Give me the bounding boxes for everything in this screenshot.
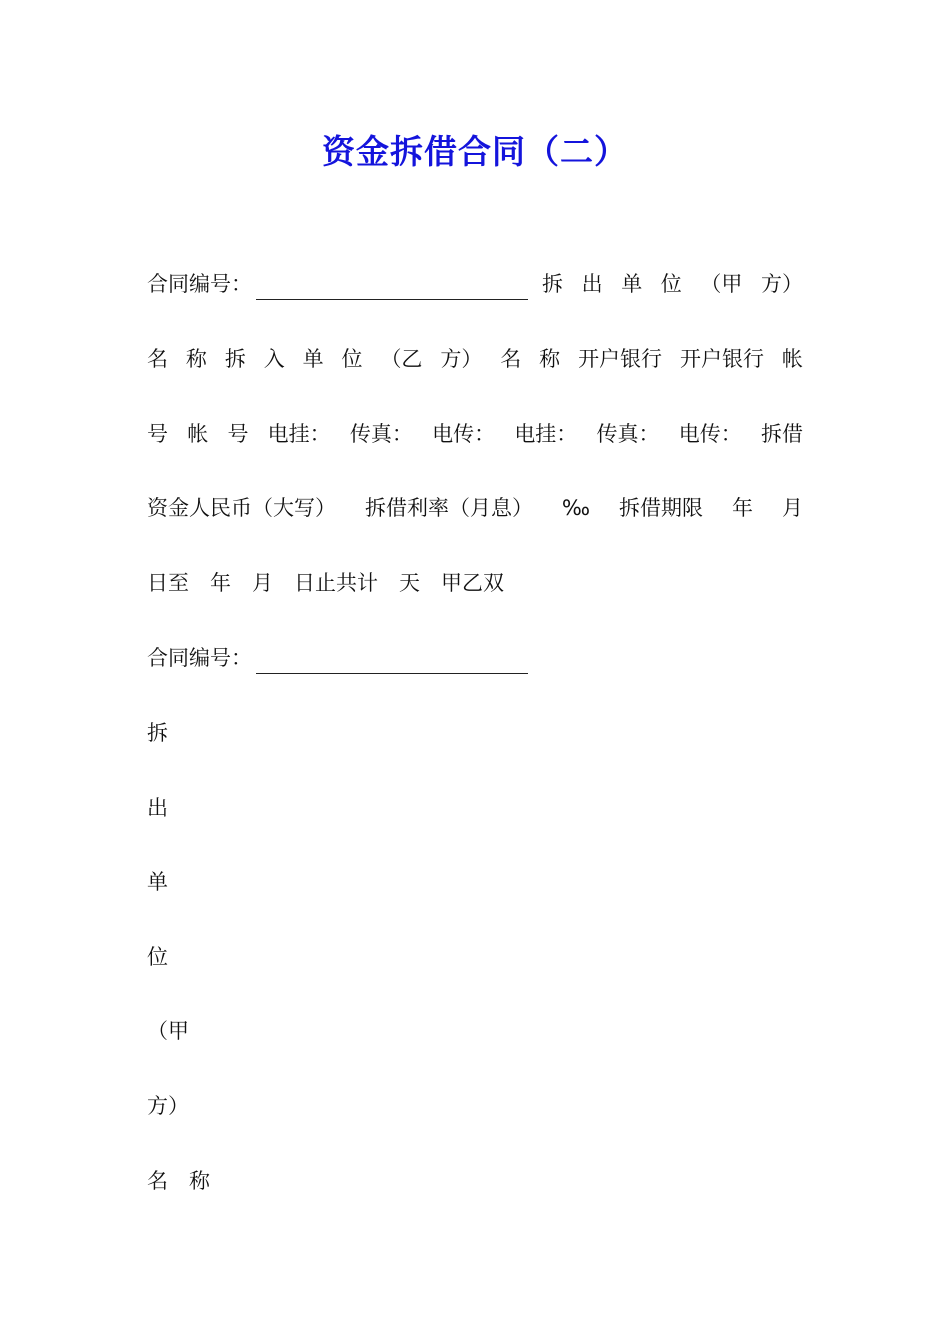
line4-token: 月 xyxy=(781,496,803,520)
line2-token: 称 xyxy=(185,347,207,371)
line4-token: 资金人民币（大写） xyxy=(147,496,336,520)
document-title: 资金拆借合同（二） xyxy=(322,132,628,171)
line3-token: 号 xyxy=(147,422,168,446)
line3-token: 拆借 xyxy=(760,422,803,446)
vertical-item: （甲 xyxy=(147,1019,189,1043)
line2-token: 单 xyxy=(302,347,324,371)
line2-token: 开户银行 xyxy=(679,347,764,371)
line2-token: 开户银行 xyxy=(578,347,663,371)
line4-token: 拆借利率（月息） xyxy=(364,496,533,520)
line1-token: （甲 xyxy=(700,272,743,296)
body-line-3 xyxy=(147,418,803,450)
line2-token: 位 xyxy=(341,347,363,371)
line3-token: 传真： xyxy=(596,422,660,446)
contract-number-line-2 xyxy=(147,642,528,674)
line2-token: 称 xyxy=(539,347,561,371)
contract-number-label: 合同编号： xyxy=(147,272,252,296)
body-line-5: 日至 年 月 日止共计 天 甲乙双 xyxy=(147,571,504,595)
line3-token: 电传： xyxy=(678,422,742,446)
line2-token: 名 xyxy=(500,347,522,371)
line2-token: 帐 xyxy=(781,347,803,371)
contract-number-line xyxy=(147,268,803,300)
line1-tokens xyxy=(542,268,803,300)
body-line-4 xyxy=(147,492,803,524)
line3-token: 传真： xyxy=(349,422,413,446)
line3-token: 电挂： xyxy=(267,422,331,446)
vertical-item: 位 xyxy=(147,945,168,969)
contract-number-blank-2 xyxy=(256,653,528,674)
vertical-item: 方） xyxy=(147,1094,189,1118)
vertical-item: 出 xyxy=(147,796,168,820)
line3-token: 电传： xyxy=(432,422,496,446)
line1-token: 方） xyxy=(760,272,803,296)
line4-token: 年 xyxy=(732,496,753,520)
vertical-item: 名 称 xyxy=(147,1169,210,1193)
line1-token: 位 xyxy=(660,272,682,296)
line2-token: 拆 xyxy=(224,347,246,371)
contract-number-label-2: 合同编号： xyxy=(147,646,252,670)
line2-token: 方） xyxy=(440,347,483,371)
line2-token: 名 xyxy=(147,347,168,371)
vertical-item: 拆 xyxy=(147,721,168,745)
line1-token: 单 xyxy=(621,272,643,296)
line2-token: 入 xyxy=(263,347,285,371)
line3-token: 电挂： xyxy=(514,422,578,446)
contract-number-blank xyxy=(256,279,528,300)
body-line-2 xyxy=(147,343,803,375)
line1-token: 拆 xyxy=(542,272,563,296)
line4-token: ‰ xyxy=(561,496,591,520)
line3-token: 帐 xyxy=(187,422,209,446)
vertical-item: 单 xyxy=(147,870,168,894)
line4-token: 拆借期限 xyxy=(619,496,704,520)
line1-token: 出 xyxy=(581,272,603,296)
line3-token: 号 xyxy=(227,422,249,446)
line2-token: （乙 xyxy=(380,347,423,371)
